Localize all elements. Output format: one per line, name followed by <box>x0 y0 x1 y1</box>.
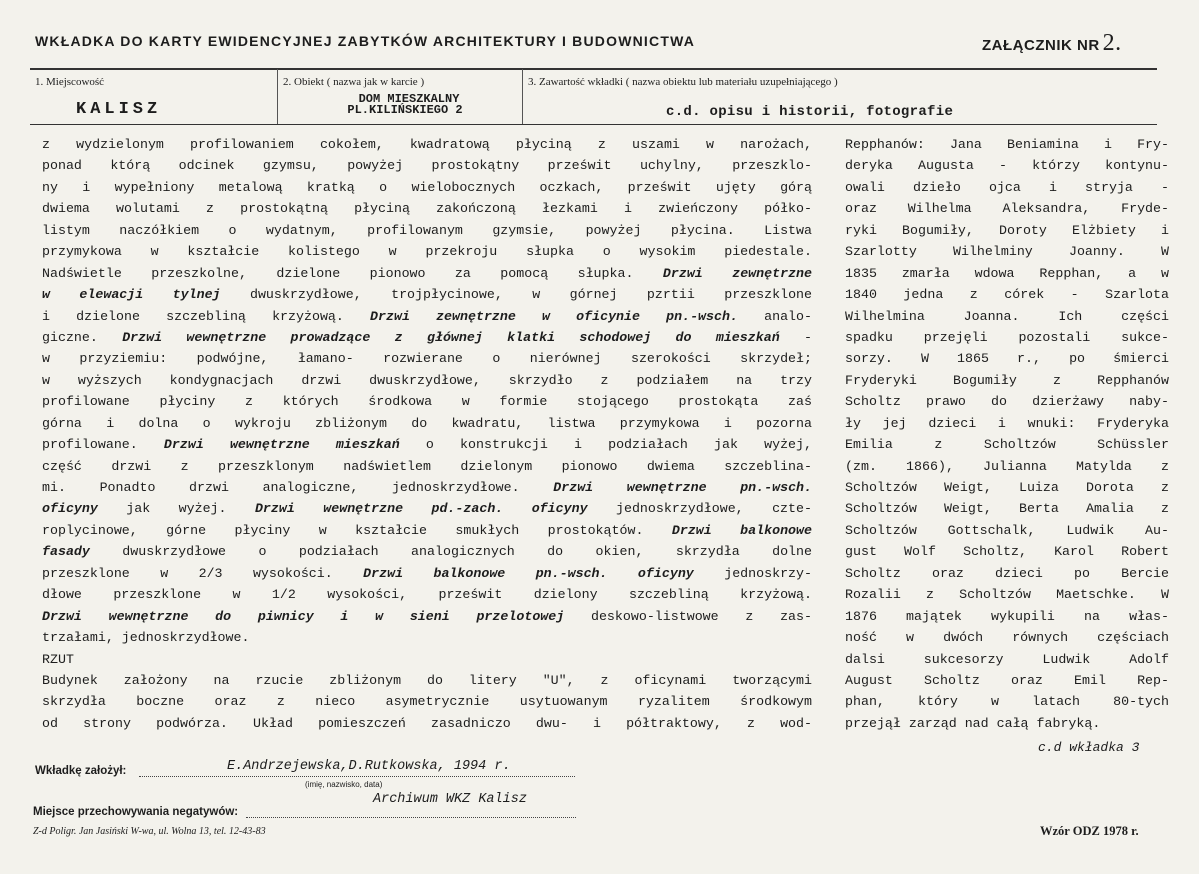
history-line: oraz Wilhelma Aleksandra, Fryde- <box>845 201 1169 217</box>
text-line <box>42 477 812 498</box>
text-run: skrzydła boczne oraz z nieco asymetrycznie usytuowanym ryzalitem środkowym <box>42 694 812 710</box>
emphasized-term: Drzwi wewnętrzne prowadzące z głównej klatki schodowej do mieszkań <box>122 329 780 345</box>
text-line <box>42 584 812 605</box>
text-run: ponad którą odcinek gzymsu, powyżej prostokątny prześwit uchylny, przeszklo- <box>42 158 812 174</box>
text-run: część drzwi z przeszklonym nadświetlem dzielonym pionowo dwiema szczeblina- <box>42 458 812 474</box>
text-line <box>42 370 812 391</box>
text-run: w przyziemiu: podwójne, łamano- rozwierane o nierównej szerokości skrzydeł; <box>42 351 812 367</box>
history-line: Szarlotty Wilhelminy Joanny. W <box>845 244 1169 260</box>
text-line <box>42 606 812 627</box>
history-right-column <box>845 134 1169 734</box>
text-line <box>42 627 812 648</box>
archive-value: Archiwum WKZ Kalisz <box>373 792 527 807</box>
text-line <box>42 198 812 219</box>
history-line: Wilhelmina Joanna. Ich części <box>845 308 1169 324</box>
history-line: ryki Bogumiły, Doroty Elżbiety i <box>845 222 1169 238</box>
text-run: Budynek założony na rzucie zbliżonym do litery "U", z oficynami tworzącymi <box>42 672 812 688</box>
object-line-2: PL.KILIŃSKIEGO 2 <box>347 103 463 117</box>
history-line: 1840 jedna z córek - Szarlota <box>845 287 1169 303</box>
emphasized-term: Drzwi zewnętrzne <box>662 265 812 281</box>
annex-number <box>982 30 1122 57</box>
founder-value: E.Andrzejewska,D.Rutkowska, 1994 r. <box>227 759 511 774</box>
annex-number-value: 2. <box>1102 30 1122 56</box>
text-line <box>42 434 812 455</box>
text-run: dłowe przeszklone w 1/2 wysokości, prześwit dzielony szczebliną krzyżową. <box>42 587 812 603</box>
history-line: gust Wolf Scholtz, Karol Robert <box>845 544 1169 560</box>
history-line: Rozalii z Scholtzów Maetschke. W <box>845 587 1169 603</box>
text-line <box>42 456 812 477</box>
history-line: Scholtzów Weigt, Berta Amalia z <box>845 501 1169 517</box>
history-line: Scholtz oraz dzieci po Bercie <box>845 565 1169 581</box>
text-run: deskowo-listwowe z zas- <box>564 608 812 624</box>
text-line <box>42 713 812 734</box>
locality-value: KALISZ <box>76 100 162 119</box>
text-run: analo- <box>737 308 812 324</box>
text-line <box>42 520 812 541</box>
text-run: giczne. <box>42 329 123 345</box>
history-line: Emilia z Scholtzów Schüssler <box>845 437 1169 453</box>
history-line: August Scholtz oraz Emil Rep- <box>845 672 1169 688</box>
text-line <box>42 348 812 369</box>
text-run: górna i dolna o wykroju zbliżonym do kwadratu, listwa przymykowa i pozorna <box>42 415 812 431</box>
text-run: o konstrukcji i podziałach jak wyżej, <box>399 437 812 453</box>
text-line <box>42 498 812 519</box>
emphasized-term: Drzwi wewnętrzne pd.-zach. oficyny <box>254 501 588 517</box>
text-line <box>42 670 812 691</box>
continued-note: c.d wkładka 3 <box>1038 740 1140 755</box>
history-line: spadku przejęli pozostali sukce- <box>845 329 1169 345</box>
text-line <box>42 327 812 348</box>
text-run: jak wyżej. <box>97 501 255 517</box>
locality-label: 1. Miejscowość <box>35 76 105 88</box>
history-line: (zm. 1866), Julianna Matylda z <box>845 458 1169 474</box>
founder-dotted-line <box>139 776 575 777</box>
text-run: od strony podwórza. Układ pomieszczeń zasadniczo dwu- i półtraktowy, z wod- <box>42 715 812 731</box>
header-bottom-rule <box>30 124 1157 125</box>
text-run: przeszklone w 2/3 wysokości. <box>42 565 364 581</box>
history-line: przejął zarząd nad całą fabryką. <box>845 715 1101 731</box>
history-line: dalsi sukcesorzy Ludwik Adolf <box>845 651 1169 667</box>
history-line: ły jej dzieci i wnuki: Fryderyka <box>845 415 1169 431</box>
text-run: jednoskrzy- <box>693 565 812 581</box>
negatives-label: Miejsce przechowywania negatywów: <box>33 806 239 818</box>
emphasized-term: Drzwi wewnętrzne pn.-wsch. <box>553 480 812 495</box>
negatives-dotted-line <box>246 817 576 818</box>
emphasized-term: w elewacji tylnej <box>42 287 221 303</box>
text-line <box>42 155 812 176</box>
emphasized-term: Drzwi zewnętrzne w oficynie pn.-wsch. <box>370 308 738 324</box>
text-run: przymykowa w kształcie kolistego w przekroju słupka o wysokim piedestale. <box>42 244 812 260</box>
text-line <box>42 691 812 712</box>
form-model: Wzór ODZ 1978 r. <box>1040 824 1139 838</box>
object-line-1: DOM MIESZKALNY <box>358 92 460 106</box>
annex-label: ZAŁĄCZNIK NR <box>982 37 1100 54</box>
text-line <box>42 284 812 305</box>
text-run: roplycinowe, górne płyciny w kształcie smukłych prostokątów. <box>42 522 672 538</box>
text-line <box>42 241 812 262</box>
text-line <box>42 413 812 434</box>
history-line: Scholtz prawo do dzierżawy naby- <box>845 394 1169 410</box>
text-line <box>42 391 812 412</box>
form-title: WKŁADKA DO KARTY EWIDENCYJNEJ ZABYTKÓW ARCHITEKTURY I BUDOWNICTWA <box>35 33 696 49</box>
text-run: i dzielone szczebliną krzyżową. <box>42 308 371 324</box>
history-line: owali dzieło ojca i stryja - <box>845 179 1169 195</box>
history-line: Repphanów: Jana Beniamina i Fry- <box>845 137 1169 152</box>
history-line: 1835 zmarła wdowa Repphan, a w <box>845 265 1169 281</box>
history-line: deryka Augusta - którzy kontynu- <box>845 158 1169 174</box>
emphasized-term: oficyny <box>42 501 98 517</box>
founder-hint: (imię, nazwisko, data) <box>305 780 383 789</box>
emphasized-term: fasady <box>42 544 90 560</box>
history-line: 1876 majątek wykupili na włas- <box>845 608 1169 624</box>
text-run: dwuskrzydłowe, trojpłycinowe, w górnej pzrtii przeszklone <box>220 287 812 303</box>
history-line: Scholtzów Gottschalk, Ludwik Au- <box>845 522 1169 538</box>
object-value <box>300 94 510 116</box>
header-top-rule <box>30 68 1157 70</box>
text-line <box>42 134 812 155</box>
contents-value: c.d. opisu i historii, fotografie <box>666 104 954 120</box>
history-line: Fryderyki Bogumiły z Repphanów <box>845 372 1169 388</box>
history-line: ność w dwóch równych częściach <box>845 630 1169 646</box>
history-line: sorzy. W 1865 r., po śmierci <box>845 351 1169 367</box>
text-line <box>42 541 812 562</box>
description-left-column <box>42 134 812 734</box>
text-run: z wydzielonym profilowaniem cokołem, kwadratową płyciną z uszami w narożach, <box>42 137 812 152</box>
text-run: - <box>779 329 812 345</box>
emphasized-term: Drzwi wewnętrzne mieszkań <box>163 437 400 453</box>
field-divider-1 <box>277 69 278 124</box>
text-line <box>42 177 812 198</box>
field-divider-2 <box>522 69 523 124</box>
text-line <box>42 306 812 327</box>
text-run: ny i wypełniony metalową kratką o wielobocznych oczkach, prześwit ujęty górą <box>42 179 812 195</box>
text-run: profilowane. <box>42 437 164 453</box>
text-run: trzałami, jednoskrzydłowe. <box>42 630 250 646</box>
object-label: 2. Obiekt ( nazwa jak w karcie ) <box>283 76 425 88</box>
text-run: listym naczółkiem o wydatnym, profilowanym gzymsie, powyżej płycina. Listwa <box>42 222 812 238</box>
founder-label: Wkładkę założył: <box>35 765 127 777</box>
text-run: jednoskrzydłowe, czte- <box>587 501 812 517</box>
text-run: mi. Ponadto drzwi analogiczne, jednoskrzydłowe. <box>42 480 554 495</box>
emphasized-term: Drzwi balkonowe pn.-wsch. oficyny <box>363 565 694 581</box>
text-run: w wyższych kondygnacjach drzwi dwuskrzydłowe, skrzydło z podziałem na trzy <box>42 372 812 388</box>
text-run: Nadświetle przeszkolne, dzielone pionowo za pomocą słupka. <box>42 265 663 281</box>
text-run: profilowane płyciny z których środkowa w formie stojącego prostokąta zaś <box>42 394 812 410</box>
contents-label: 3. Zawartość wkładki ( nazwa obiektu lub materiału uzupełniającego ) <box>528 76 838 88</box>
history-line: Scholtzów Weigt, Luiza Dorota z <box>845 480 1169 495</box>
text-run: dwuskrzydłowe o podziałach analogicznych do okien, skrzydła dolne <box>89 544 812 560</box>
emphasized-term: Drzwi wewnętrzne do piwnicy i w sieni przelotowej <box>42 608 565 624</box>
printer-imprint: Z-d Poligr. Jan Jasiński W-wa, ul. Wolna 13, tel. 12-43-83 <box>33 826 266 837</box>
history-line: phan, który w latach 80-tych <box>845 694 1169 710</box>
emphasized-term: Drzwi balkonowe <box>671 522 812 538</box>
text-line <box>42 220 812 241</box>
text-line <box>42 649 812 670</box>
text-run: dwiema wolutami z prostokątną płyciną zakończoną łezkami i zwieńczony półko- <box>42 201 812 217</box>
text-line <box>42 263 812 284</box>
text-run: RZUT <box>42 651 74 667</box>
text-line <box>42 563 812 584</box>
